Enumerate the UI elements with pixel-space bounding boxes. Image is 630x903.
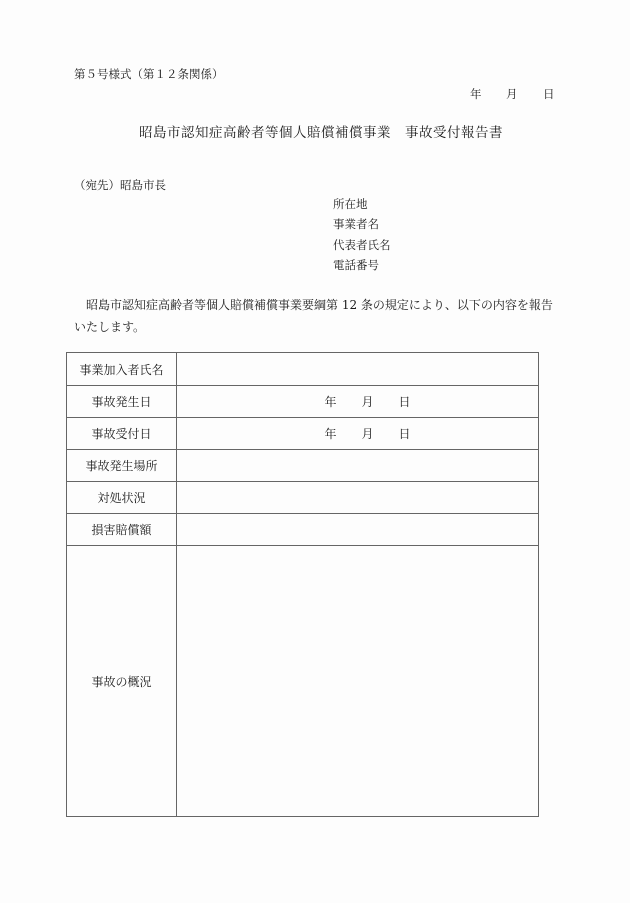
day-label: 日 bbox=[398, 395, 411, 409]
year-label: 年 bbox=[470, 87, 482, 101]
report-date bbox=[470, 86, 555, 102]
year-label: 年 bbox=[324, 427, 337, 441]
input-response-status[interactable] bbox=[177, 482, 539, 514]
input-participant-name[interactable] bbox=[177, 353, 539, 386]
field-address: 所在地 bbox=[333, 197, 368, 211]
table-row bbox=[67, 353, 539, 386]
year-label: 年 bbox=[324, 395, 337, 409]
field-phone-number: 電話番号 bbox=[333, 258, 379, 272]
report-table bbox=[66, 352, 539, 817]
input-reception-date[interactable] bbox=[177, 418, 539, 450]
table-row bbox=[67, 386, 539, 418]
intro-text-line1: 昭島市認知症高齢者等個人賠償補償事業要綱第 12 条の規定により、以下の内容を報告 bbox=[74, 298, 553, 312]
month-label: 月 bbox=[361, 395, 374, 409]
day-label: 日 bbox=[398, 427, 411, 441]
table-row bbox=[67, 482, 539, 514]
intro-text-line2: いたします。 bbox=[74, 320, 146, 334]
month-label: 月 bbox=[506, 87, 518, 101]
field-business-name: 事業者名 bbox=[333, 217, 379, 231]
table-row bbox=[67, 418, 539, 450]
addressee: （宛先）昭島市長 bbox=[74, 178, 166, 192]
label-accident-date: 事故発生日 bbox=[67, 386, 177, 418]
month-label: 月 bbox=[361, 427, 374, 441]
input-accident-summary[interactable] bbox=[177, 546, 539, 817]
table-row bbox=[67, 514, 539, 546]
input-damage-amount[interactable] bbox=[177, 514, 539, 546]
label-participant-name: 事業加入者氏名 bbox=[67, 353, 177, 386]
input-accident-date[interactable] bbox=[177, 386, 539, 418]
table-row bbox=[67, 546, 539, 817]
label-accident-summary: 事故の概況 bbox=[67, 546, 177, 817]
label-reception-date: 事故受付日 bbox=[67, 418, 177, 450]
document-title: 昭島市認知症高齢者等個人賠償補償事業 事故受付報告書 bbox=[139, 125, 503, 141]
label-damage-amount: 損害賠償額 bbox=[67, 514, 177, 546]
table-row bbox=[67, 450, 539, 482]
field-representative-name: 代表者氏名 bbox=[333, 238, 391, 252]
label-response-status: 対処状況 bbox=[67, 482, 177, 514]
form-number: 第５号様式（第１２条関係） bbox=[74, 67, 224, 81]
day-label: 日 bbox=[543, 87, 555, 101]
label-accident-location: 事故発生場所 bbox=[67, 450, 177, 482]
input-accident-location[interactable] bbox=[177, 450, 539, 482]
